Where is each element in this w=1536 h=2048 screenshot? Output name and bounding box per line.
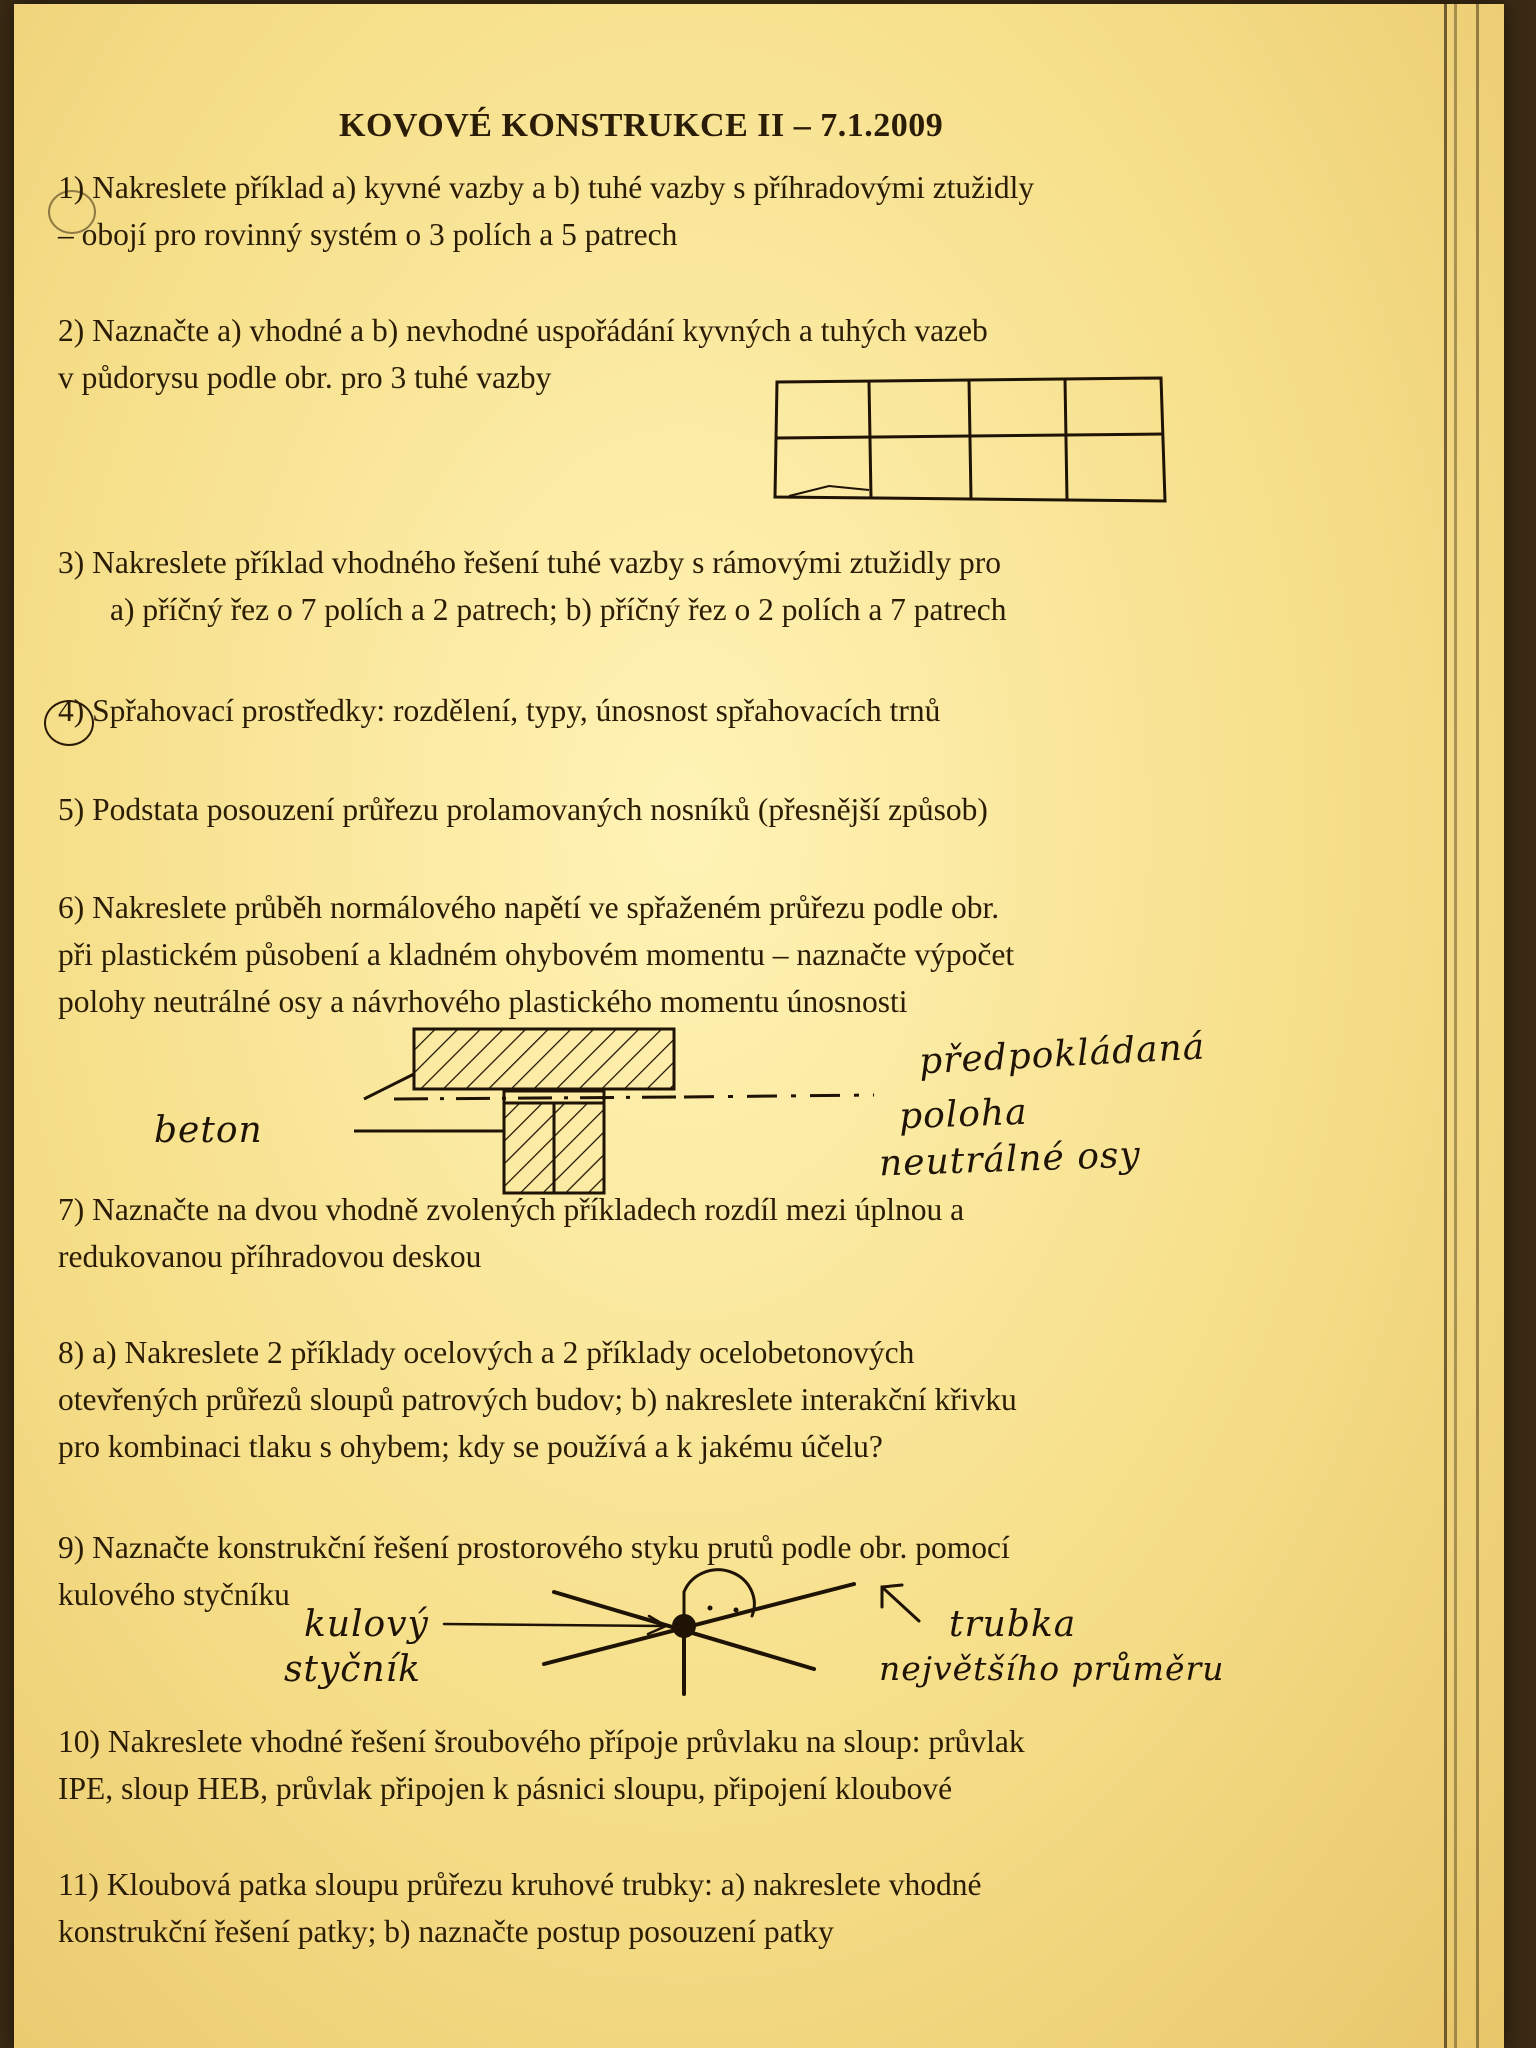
handwritten-label: trubka (949, 1604, 1077, 1645)
question-line: 8) a) Nakreslete 2 příklady ocelových a 2 příklady ocelobetonových (58, 1335, 915, 1370)
floor-plan-grid-figure (769, 374, 1169, 509)
page-edge-line (1476, 4, 1479, 2048)
question-line: 7) Naznačte na dvou vhodně zvolených příkladech rozdíl mezi úplnou a (58, 1192, 965, 1227)
question-line: při plastickém působení a kladném ohybovém momentu – naznačte výpočet (58, 937, 1015, 972)
question-line: 4) Spřahovací prostředky: rozdělení, typy, únosnost spřahovacích trnů (58, 693, 941, 728)
exam-sheet (14, 4, 1504, 2048)
question-8 (58, 1329, 1017, 1470)
question-line: IPE, sloup HEB, průvlak připojen k pásnici sloupu, připojení kloubové (58, 1771, 953, 1806)
handwritten-note: poloha (898, 1091, 1029, 1138)
question-line: 6) Nakreslete průběh normálového napětí ve spřaženém průřezu podle obr. (58, 890, 1000, 925)
question-6 (58, 884, 1014, 1025)
question-line: redukovanou příhradovou deskou (58, 1239, 482, 1274)
spatial-joint-figure (434, 1564, 874, 1704)
question-line: konstrukční řešení patky; b) naznačte postup posouzení patky (58, 1914, 834, 1949)
question-line: 11) Kloubová patka sloupu průřezu kruhové trubky: a) nakreslete vhodné (58, 1867, 982, 1902)
arrow-icon (874, 1579, 934, 1629)
question-line: 3) Nakreslete příklad vhodného řešení tuhé vazby s rámovými ztužidly pro (58, 545, 1001, 580)
question-line: a) příčný řez o 7 polích a 2 patrech; b) příčný řez o 2 polích a 7 patrech (110, 592, 1007, 627)
page-title: KOVOVÉ KONSTRUKCE II – 7.1.2009 (339, 107, 944, 144)
question-1 (58, 164, 1034, 258)
page-edge-line (1454, 4, 1457, 2048)
question-line: pro kombinaci tlaku s ohybem; kdy se používá a k jakému účelu? (58, 1429, 883, 1464)
question-11 (58, 1861, 981, 1955)
question-line: – obojí pro rovinný systém o 3 polích a 5 patrech (58, 217, 678, 252)
question-5 (58, 786, 988, 833)
question-line: 10) Nakreslete vhodné řešení šroubového přípoje průvlaku na sloup: průvlak (58, 1724, 1025, 1759)
handwritten-note: neutrálné osy (878, 1134, 1142, 1185)
question-7 (58, 1186, 964, 1280)
question-line: otevřených průřezů sloupů patrových budov; b) nakreslete interakční křivku (58, 1382, 1017, 1417)
question-line: kulového styčníku (58, 1577, 290, 1612)
question-line: 5) Podstata posouzení průřezu prolamovaných nosníků (přesnější způsob) (58, 792, 988, 827)
question-10 (58, 1718, 1025, 1812)
number-circle-mark (44, 700, 94, 746)
question-3 (58, 539, 1007, 633)
question-line: 9) Naznačte konstrukční řešení prostorového styku prutů podle obr. pomocí (58, 1530, 1010, 1565)
question-line: polohy neutrálné osy a návrhového plastického momentu únosnosti (58, 984, 908, 1019)
handwritten-label: největšího průměru (879, 1649, 1225, 1688)
question-4 (58, 687, 940, 734)
composite-section-figure (354, 1019, 894, 1194)
handwritten-label-beton: beton (154, 1110, 263, 1151)
handwritten-label: styčník (284, 1649, 421, 1690)
question-line: 1) Nakreslete příklad a) kyvné vazby a b) tuhé vazby s příhradovými ztužidly (58, 170, 1035, 205)
handwritten-note: předpokládaná (918, 1026, 1207, 1083)
question-line: v půdorysu podle obr. pro 3 tuhé vazby (58, 360, 552, 395)
question-line: 2) Naznačte a) vhodné a b) nevhodné uspořádání kyvných a tuhých vazeb (58, 313, 988, 348)
page-edge-line (1444, 4, 1447, 2048)
number-circle-mark (48, 190, 96, 234)
handwritten-label: kulový (304, 1604, 429, 1645)
